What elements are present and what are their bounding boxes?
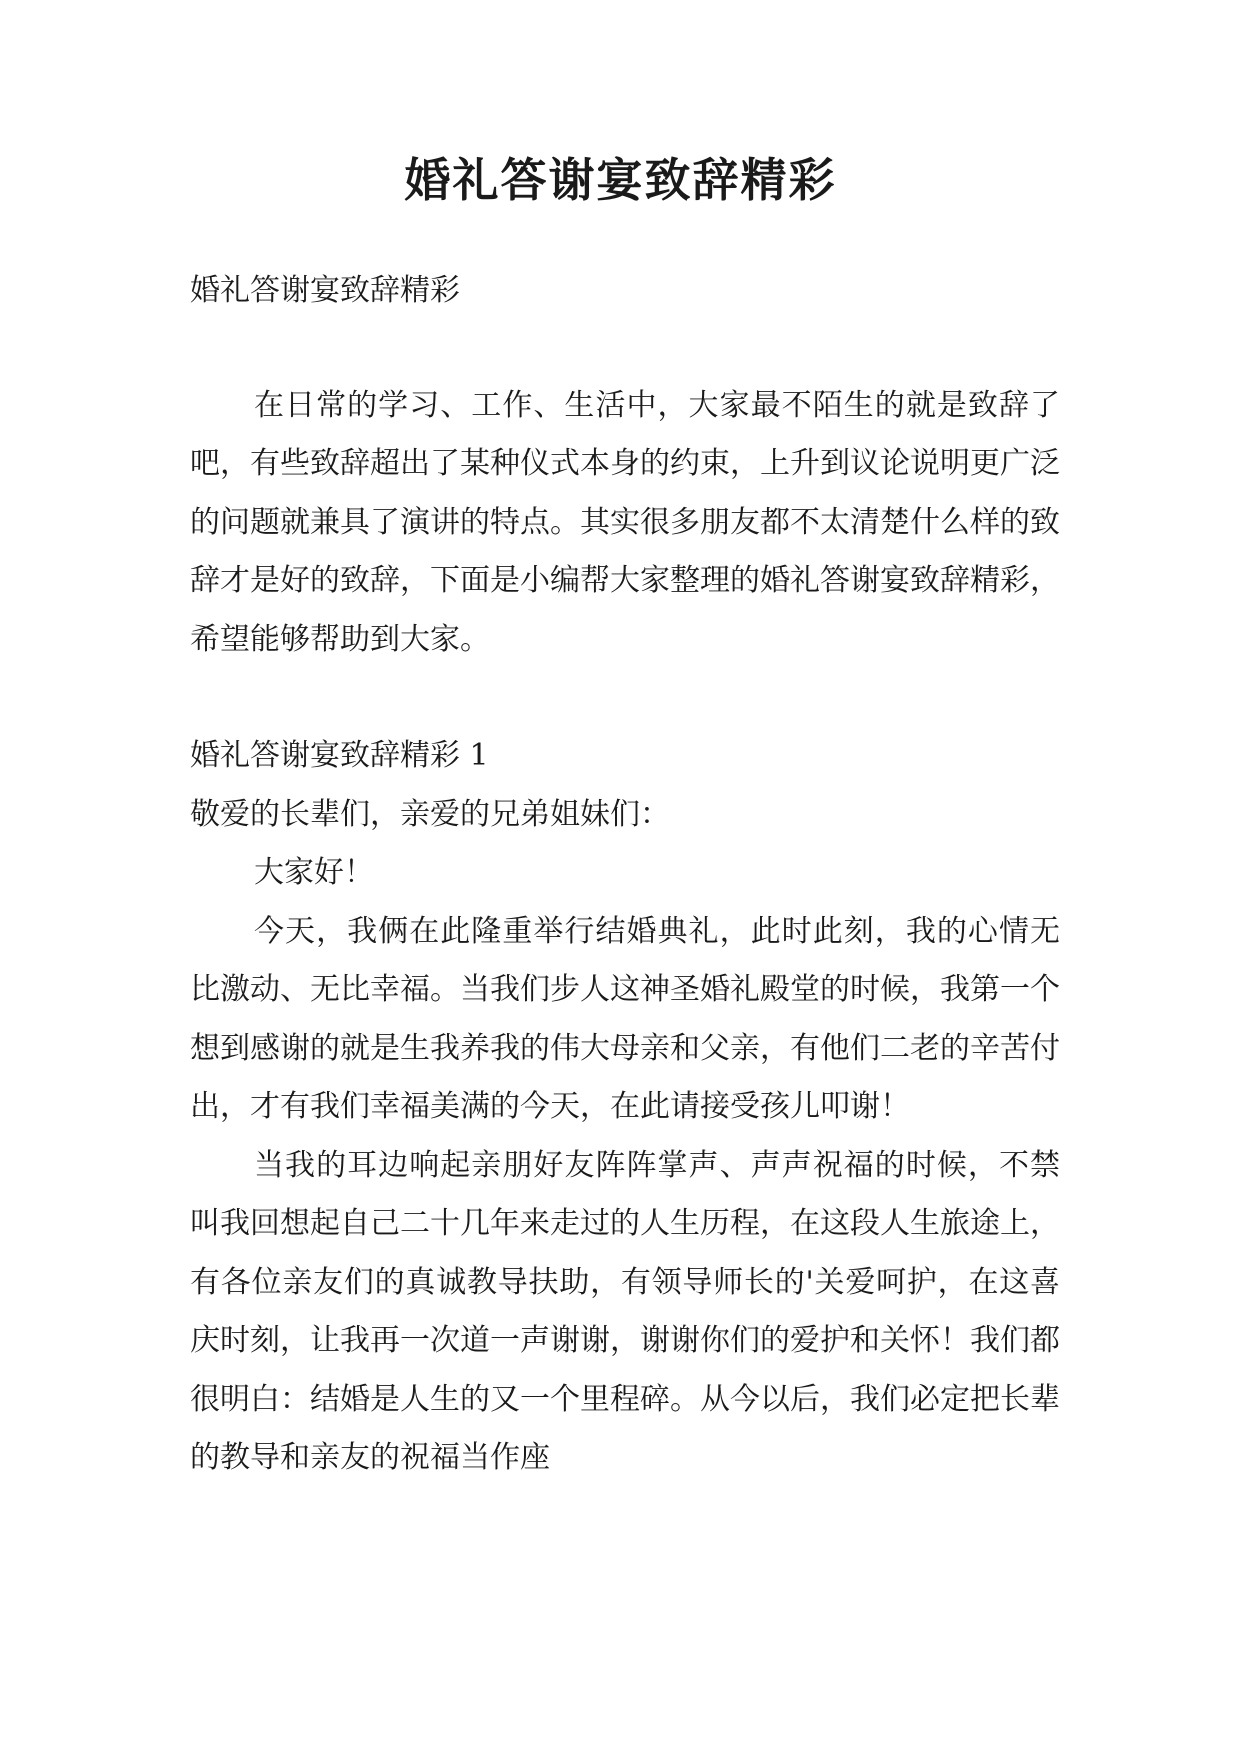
document-body [190,262,1060,1488]
section-heading: 婚礼答谢宴致辞精彩 1 [190,738,489,773]
intro-paragraph: 在日常的学习、工作、生活中，大家最不陌生的就是致辞了吧，有些致辞超出了某种仪式本身的约束，上升到议论说明更广泛的问题就兼具了演讲的特点。其实很多朋友都不太清楚什么样的致辞才是好的致辞，下面是小编帮大家整理的婚礼答谢宴致辞精彩，希望能够帮助到大家。 [190,387,1060,657]
body-paragraph-1: 今天，我俩在此隆重举行结婚典礼，此时此刻，我的心情无比激动、无比幸福。当我们步人这神圣婚礼殿堂的时候，我第一个想到感谢的就是生我养我的伟大母亲和父亲，有他们二老的辛苦付出，才有我们幸福美满的今天，在此请接受孩儿叩谢！ [190,913,1060,1124]
body-paragraph-2: 当我的耳边响起亲朋好友阵阵掌声、声声祝福的时候，不禁叫我回想起自己二十几年来走过的人生历程，在这段人生旅途上，有各位亲友们的真诚教导扶助，有领导师长的'关爱呵护，在这喜庆时刻，让我再一次道一声谢谢，谢谢你们的爱护和关怀！我们都很明白：结婚是人生的又一个里程碎。从今以后，我们必定把长辈的教导和亲友的祝福当作座 [190,1147,1060,1475]
document-subtitle: 婚礼答谢宴致辞精彩 [190,273,460,308]
salutation: 敬爱的长辈们，亲爱的兄弟姐妹们： [190,796,670,832]
greeting: 大家好！ [254,855,374,890]
document-title: 婚礼答谢宴致辞精彩 [404,153,837,207]
